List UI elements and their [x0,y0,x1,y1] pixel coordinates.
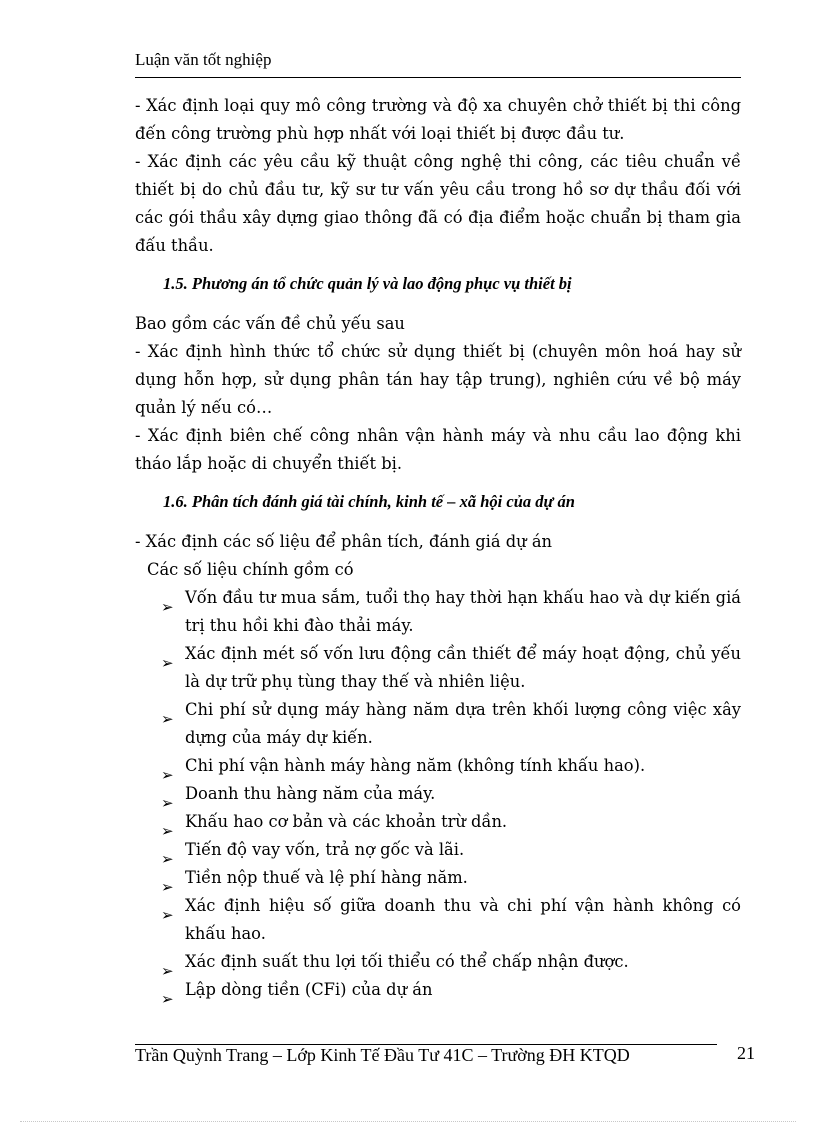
list-item [161,808,741,840]
list-item-text: Chi phí sử dụng máy hàng năm dựa trên khối lượng công việc xây dựng của máy dự kiến. [185,700,741,747]
arrow-bullet-icon: ➢ [161,598,174,616]
list-item-text: Chi phí vận hành máy hàng năm (không tính khấu hao). [185,756,646,775]
section-intro: - Xác định các số liệu để phân tích, đánh giá dự án [135,532,553,551]
header-divider [135,77,741,78]
section-heading-1-5: 1.5. Phương án tổ chức quản lý và lao động phục vụ thiết bị [163,274,572,293]
section-heading-1-6: 1.6. Phân tích đánh giá tài chính, kinh tế – xã hội của dự án [163,492,575,511]
arrow-bullet-icon: ➢ [161,794,174,812]
document-body [135,92,741,1008]
arrow-bullet-icon: ➢ [161,990,174,1008]
list-item-text: Khấu hao cơ bản và các khoản trừ dần. [185,812,508,831]
list-item-text: Tiến độ vay vốn, trả nợ gốc và lãi. [185,840,465,859]
list-item-text: Xác định suất thu lợi tối thiểu có thể chấp nhận được. [185,952,629,971]
bullet-list [135,584,741,1008]
paragraph: - Xác định biên chế công nhân vận hành máy và nhu cầu lao động khi tháo lắp hoặc di chuyển thiết bị. [135,426,741,473]
arrow-bullet-icon: ➢ [161,710,174,728]
arrow-bullet-icon: ➢ [161,906,174,924]
list-item [161,836,741,868]
list-item-text: Doanh thu hàng năm của máy. [185,784,436,803]
list-item [161,892,741,948]
section-subintro: Các số liệu chính gồm có [147,560,354,579]
page-number: 21 [737,1043,755,1063]
paragraph: - Xác định các yêu cầu kỹ thuật công nghệ thi công, các tiêu chuẩn về thiết bị do chủ đầu tư, kỹ sư tư vấn yêu cầu trong hồ sơ dự thầu đối với các gói thầu xây dựng giao thông đã có địa điểm hoặc chuẩn bị tham gia đấu thầu. [135,152,741,255]
list-item [161,976,741,1008]
paragraph: - Xác định hình thức tổ chức sử dụng thiết bị (chuyên môn hoá hay sử dụng hỗn hợp, sử dụng phân tán hay tập trung), nghiên cứu về bộ máy quản lý nếu có… [135,342,741,417]
list-item [161,780,741,812]
list-item [161,864,741,896]
arrow-bullet-icon: ➢ [161,878,174,896]
list-item-text: Xác định hiệu số giữa doanh thu và chi phí vận hành không có khấu hao. [185,896,741,943]
arrow-bullet-icon: ➢ [161,766,174,784]
list-item [161,948,741,980]
list-item-text: Lập dòng tiền (CFi) của dự án [185,980,433,999]
list-item-text: Vốn đầu tư mua sắm, tuổi thọ hay thời hạn khấu hao và dự kiến giá trị thu hồi khi đào thải máy. [185,588,741,635]
list-item [161,584,741,640]
arrow-bullet-icon: ➢ [161,654,174,672]
list-item [161,640,741,696]
page-edge-divider [20,1121,796,1122]
arrow-bullet-icon: ➢ [161,962,174,980]
list-item-text: Tiền nộp thuế và lệ phí hàng năm. [185,868,468,887]
list-item [161,696,741,752]
arrow-bullet-icon: ➢ [161,850,174,868]
footer-author: Trần Quỳnh Trang – Lớp Kinh Tế Đầu Tư 41C – Trường ĐH KTQD [135,1045,630,1065]
section-intro: Bao gồm các vấn đề chủ yếu sau [135,314,405,333]
arrow-bullet-icon: ➢ [161,822,174,840]
paragraph: - Xác định loại quy mô công trường và độ xa chuyên chở thiết bị thi công đến công trường phù hợp nhất với loại thiết bị được đầu tư. [135,96,741,143]
list-item [161,752,741,784]
list-item-text: Xác định mét số vốn lưu động cần thiết để máy hoạt động, chủ yếu là dự trữ phụ tùng thay thế và nhiên liệu. [185,644,741,691]
page-header-title: Luận văn tốt nghiệp [135,50,272,69]
